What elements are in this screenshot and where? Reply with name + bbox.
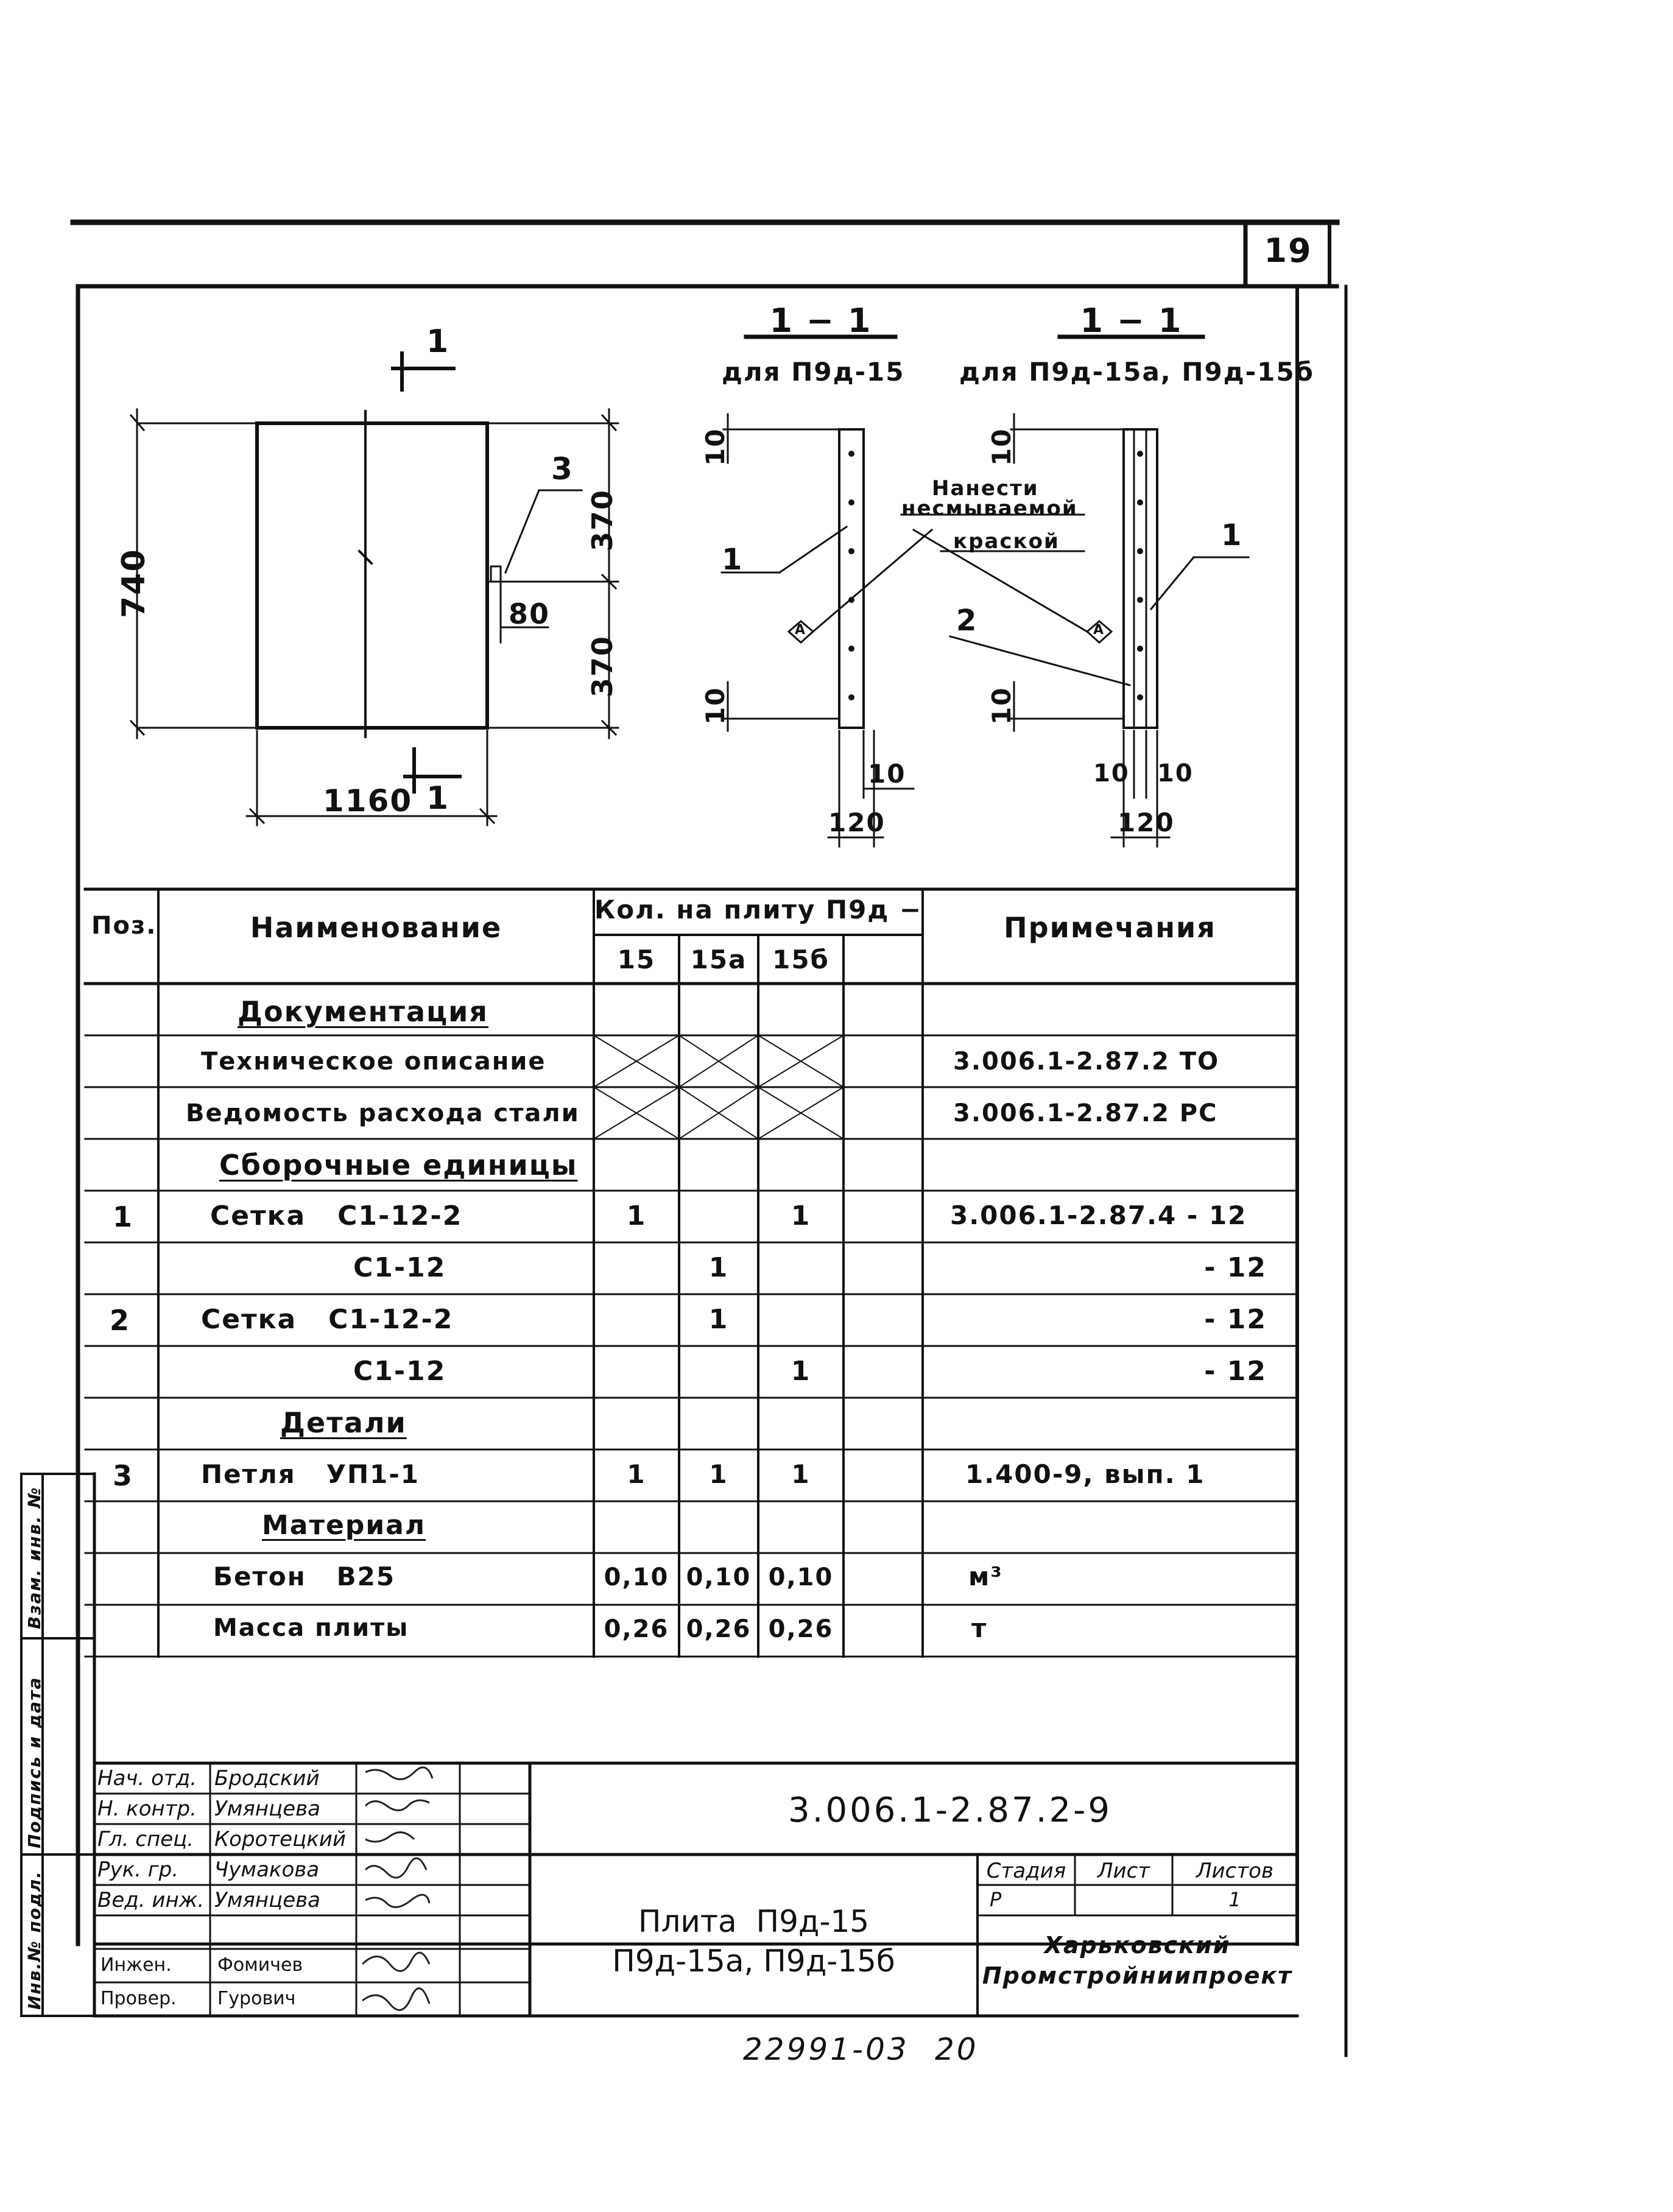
section-b-dim-cover-right: 10: [1157, 759, 1194, 787]
note-marker-b: A: [1093, 622, 1105, 638]
row-pos: 1: [113, 1200, 134, 1233]
stamp-vzam-inv: Взам. инв. №: [24, 1486, 44, 1629]
row-name: Материал: [262, 1510, 426, 1541]
section-b-dim-bottom: 10: [987, 686, 1016, 725]
row-name: С1-12: [353, 1356, 446, 1387]
section-b-dim-cover-left: 10: [1093, 759, 1130, 787]
row-name: Петля УП1-1: [201, 1459, 420, 1489]
staff-name: Чумакова: [214, 1858, 320, 1882]
row-qty-15: 1: [627, 1459, 646, 1489]
row-note: - 12: [1204, 1356, 1267, 1387]
staff-role: Гл. спец.: [97, 1827, 194, 1851]
section-b-callout-1: 1: [1221, 518, 1243, 552]
section-b-dim-thickness: 120: [1118, 808, 1175, 837]
section-b-dim-top: 10: [987, 428, 1016, 466]
document-title-line-1: Плита П9д-15: [638, 1904, 870, 1939]
section-a-dim-bottom: 10: [700, 686, 730, 725]
row-qty-15a: 1: [708, 1252, 729, 1283]
sheets-value: 1: [1228, 1888, 1241, 1911]
col-header-name: Наименование: [250, 911, 502, 944]
row-qty-15b: 0,10: [768, 1563, 834, 1591]
row-name: Масса плиты: [213, 1614, 409, 1642]
col-header-note: Примечания: [1004, 911, 1216, 944]
note-line-1: Нанести: [932, 476, 1039, 501]
row-note: 3.006.1-2.87.2 ТО: [953, 1048, 1220, 1076]
staff-name: Умянцева: [214, 1797, 320, 1821]
document-code: 3.006.1-2.87.2-9: [788, 1791, 1112, 1830]
section-a-dim-top: 10: [700, 428, 730, 466]
dim-half-top: 370: [586, 488, 619, 551]
bottom-page: 20: [935, 2032, 979, 2067]
stamp-sign-date: Подпись и дата: [24, 1676, 44, 1848]
dim-80: 80: [509, 597, 551, 630]
col-header-qty-15: 15: [617, 945, 656, 974]
col-header-qty-15a: 15а: [690, 945, 747, 974]
staff-name: Фомичев: [217, 1954, 303, 1976]
section-b-callout-2: 2: [956, 604, 978, 638]
row-note: - 12: [1204, 1252, 1267, 1283]
row-qty-15: 0,10: [604, 1563, 669, 1591]
col-header-qty-15b: 15б: [772, 945, 829, 974]
staff-name: Коротецкий: [214, 1827, 346, 1851]
row-name: Техническое описание: [201, 1048, 546, 1076]
row-qty-15a: 0,10: [686, 1563, 752, 1591]
section-a-title: 1 − 1: [769, 301, 872, 340]
section-a-dim-cover: 10: [868, 759, 906, 789]
staff-name: Умянцева: [214, 1888, 320, 1912]
row-qty-15a: 1: [708, 1304, 729, 1335]
row-qty-15b: 0,26: [768, 1615, 834, 1643]
dim-half-bottom: 370: [586, 635, 619, 697]
row-name: Бетон В25: [213, 1562, 396, 1591]
note-line-3: краской: [953, 529, 1060, 554]
staff-role: Провер.: [100, 1988, 177, 2009]
sheets-label: Листов: [1196, 1859, 1273, 1883]
dim-width: 1160: [323, 783, 413, 819]
organization-line-1: Харьковский: [1044, 1932, 1231, 1959]
staff-role: Инжен.: [100, 1954, 172, 1976]
sheet-label: Лист: [1097, 1859, 1150, 1883]
cut-mark-label-top: 1: [426, 323, 450, 360]
section-a-subtitle: для П9д-15: [722, 357, 905, 387]
row-name: Документация: [238, 995, 488, 1028]
row-name: С1-12: [353, 1252, 446, 1283]
stage-label: Стадия: [986, 1859, 1066, 1883]
row-qty-15b: 1: [791, 1200, 811, 1231]
row-qty-15b: 1: [791, 1356, 811, 1387]
row-name: Детали: [280, 1406, 407, 1439]
staff-role: Вед. инж.: [97, 1888, 205, 1912]
dim-height: 740: [116, 548, 152, 618]
organization-line-2: Промстройниипроект: [982, 1962, 1293, 1989]
section-b-subtitle: для П9д-15а, П9д-15б: [959, 357, 1314, 387]
row-qty-15a: 0,26: [686, 1615, 752, 1643]
row-qty-15: 0,26: [604, 1615, 669, 1643]
sheet-number: 19: [1264, 231, 1312, 270]
row-note: 3.006.1-2.87.2 РС: [953, 1099, 1218, 1127]
row-name: Сетка С1-12-2: [210, 1200, 463, 1231]
col-header-pos: Поз.: [91, 912, 157, 940]
staff-role: Н. контр.: [97, 1797, 197, 1821]
staff-role: Нач. отд.: [97, 1766, 197, 1791]
row-note: 1.400-9, вып. 1: [965, 1459, 1205, 1489]
section-a-dim-thickness: 120: [828, 808, 886, 837]
callout-3: 3: [551, 451, 574, 487]
section-b-title: 1 − 1: [1080, 301, 1183, 340]
stamp-inv-orig: Инв.№ подл.: [24, 1870, 44, 2010]
row-note: - 12: [1204, 1304, 1267, 1335]
row-name: Сборочные единицы: [219, 1149, 578, 1182]
staff-name: Бродский: [214, 1766, 320, 1791]
row-pos: 2: [110, 1304, 131, 1337]
row-qty-15: 1: [626, 1200, 647, 1231]
row-name: Ведомость расхода стали: [186, 1099, 580, 1127]
bottom-number: 22991-03: [743, 2032, 909, 2067]
row-name: Сетка С1-12-2: [201, 1304, 454, 1335]
cut-mark-label-bottom: 1: [426, 780, 450, 817]
section-a-callout-1: 1: [722, 543, 744, 577]
row-pos: 3: [113, 1459, 134, 1492]
staff-name: Гурович: [217, 1988, 296, 2009]
stage-value: Р: [990, 1888, 1002, 1911]
staff-role: Рук. гр.: [97, 1858, 179, 1882]
note-marker-a: A: [795, 622, 807, 638]
note-line-2: несмываемой: [901, 496, 1078, 521]
row-qty-15b: 1: [791, 1459, 811, 1489]
row-note: 3.006.1-2.87.4 - 12: [950, 1200, 1247, 1230]
row-note: т: [971, 1613, 988, 1643]
col-header-qty: Кол. на плиту П9д −: [594, 895, 923, 925]
row-qty-15a: 1: [709, 1459, 728, 1489]
row-note: м³: [968, 1562, 1003, 1591]
document-title-line-2: П9д-15а, П9д-15б: [612, 1943, 895, 1979]
